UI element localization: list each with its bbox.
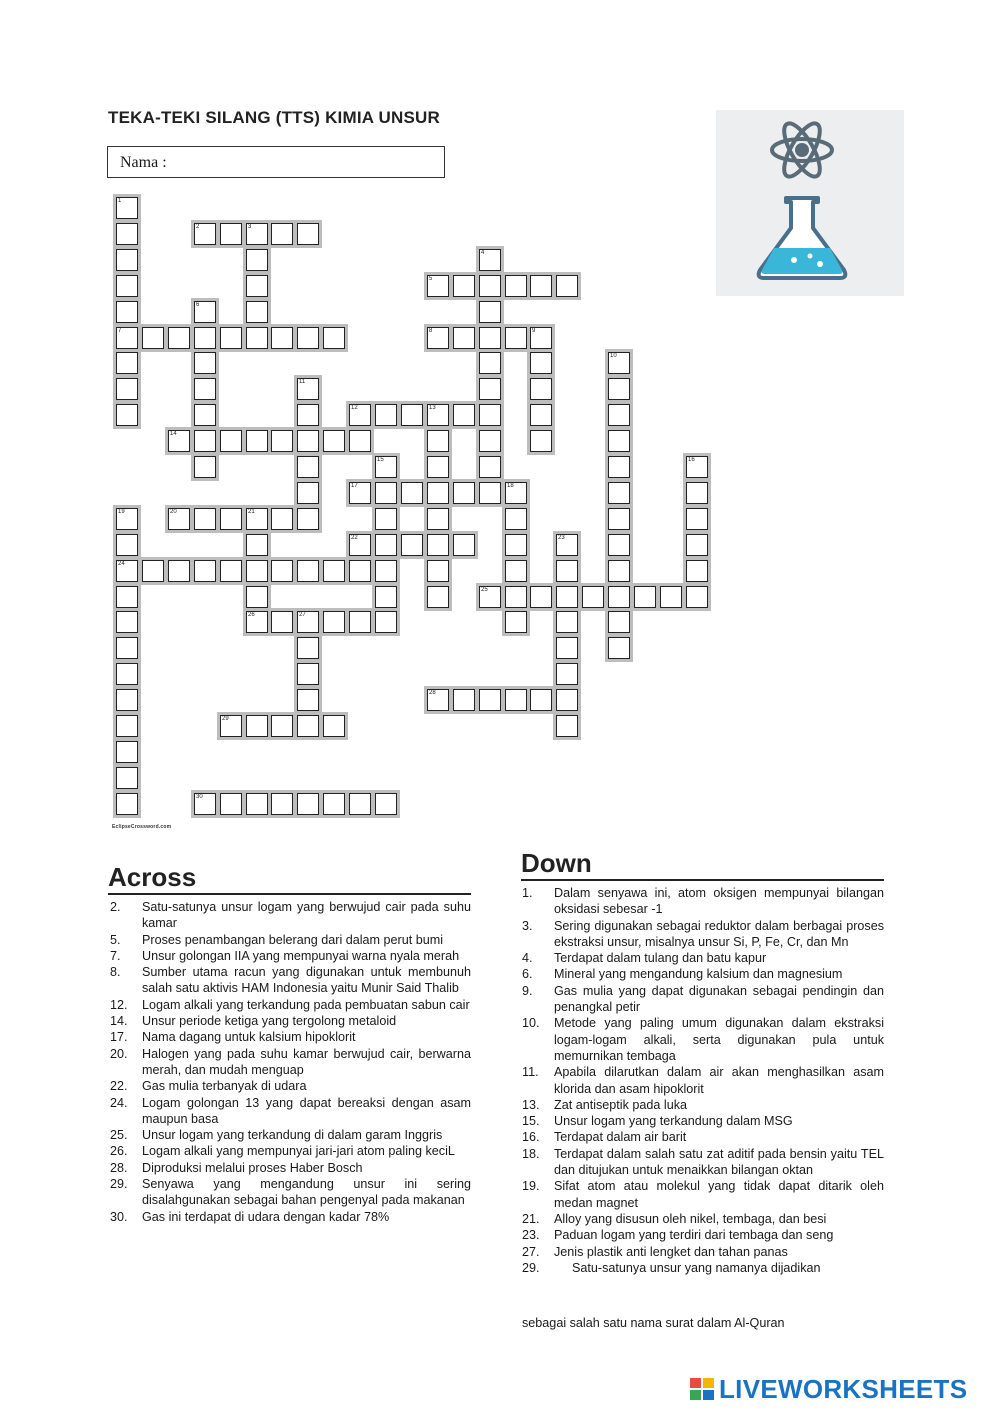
crossword-cell[interactable] <box>220 715 242 737</box>
crossword-cell[interactable] <box>349 560 371 582</box>
down-clue: 19. Sifat atom atau molekul yang tidak dapat ditarik oleh medan magnet <box>522 1179 884 1210</box>
crossword-cell[interactable] <box>479 275 501 297</box>
crossword-cell[interactable] <box>427 275 449 297</box>
down-divider <box>521 879 884 881</box>
clue-number: 16 <box>688 457 695 463</box>
crossword-cell[interactable] <box>686 586 708 608</box>
clue-number: 11 <box>299 379 306 385</box>
clue-number: 10 <box>610 353 617 359</box>
crossword-cell[interactable] <box>220 327 242 349</box>
liveworksheets-logo <box>690 1374 967 1405</box>
crossword-cell[interactable] <box>349 404 371 426</box>
crossword-cell[interactable] <box>271 327 293 349</box>
crossword-cell[interactable] <box>530 404 552 426</box>
crossword-cell[interactable] <box>608 378 630 400</box>
crossword-cell[interactable] <box>556 534 578 556</box>
crossword-cell[interactable] <box>453 534 475 556</box>
crossword-cell[interactable] <box>297 508 319 530</box>
crossword-cell[interactable] <box>116 767 138 789</box>
clue-number: 24 <box>118 561 125 567</box>
liveworksheets-wordmark: LIVEWORKSHEETS <box>719 1374 968 1404</box>
crossword-cell[interactable] <box>427 586 449 608</box>
crossword-cell[interactable] <box>453 327 475 349</box>
crossword-cell[interactable] <box>246 249 268 271</box>
crossword-cell[interactable] <box>323 793 345 815</box>
crossword-cell[interactable] <box>246 534 268 556</box>
crossword-cell[interactable] <box>220 508 242 530</box>
across-clue: 22. Gas mulia terbanyak di udara <box>110 1079 307 1094</box>
crossword-cell[interactable] <box>220 793 242 815</box>
clue-number: 13 <box>429 405 436 411</box>
crossword-cell[interactable] <box>194 352 216 374</box>
crossword-cell[interactable] <box>608 404 630 426</box>
crossword-cell[interactable] <box>479 456 501 478</box>
down-heading: Down <box>521 848 592 878</box>
crossword-cell[interactable] <box>323 327 345 349</box>
crossword-cell[interactable] <box>608 637 630 659</box>
crossword-cell[interactable] <box>375 508 397 530</box>
crossword-cell[interactable] <box>375 586 397 608</box>
crossword-cell[interactable] <box>427 534 449 556</box>
crossword-cell[interactable] <box>530 275 552 297</box>
clue-number: 17 <box>351 483 358 489</box>
crossword-cell[interactable] <box>116 560 138 582</box>
down-clue: 13. Zat antiseptik pada luka <box>522 1097 688 1112</box>
crossword-cell[interactable] <box>686 508 708 530</box>
clue-number: 23 <box>558 535 565 541</box>
clue-number: 7 <box>118 328 122 334</box>
clue-number: 12 <box>351 405 358 411</box>
crossword-cell[interactable] <box>556 663 578 685</box>
crossword-cell[interactable] <box>427 456 449 478</box>
crossword-cell[interactable] <box>116 611 138 633</box>
crossword-cell[interactable] <box>479 482 501 504</box>
crossword-cell[interactable] <box>556 586 578 608</box>
clue-number: 28 <box>429 690 436 696</box>
crossword-cell[interactable] <box>297 689 319 711</box>
crossword-cell[interactable] <box>608 456 630 478</box>
across-clue: 14. Unsur periode ketiga yang tergolong metaloid <box>110 1014 397 1029</box>
down-clue: 23. Paduan logam yang terdiri dari tembaga dan seng <box>522 1228 834 1243</box>
clue-number: 29 <box>222 716 229 722</box>
down-clue: 6. Mineral yang mengandung kalsium dan magnesium <box>522 967 843 982</box>
clue-number: 18 <box>507 483 514 489</box>
across-clue: 17. Nama dagang untuk kalsium hipoklorit <box>110 1030 356 1045</box>
clue-number: 26 <box>248 612 255 618</box>
crossword-cell[interactable] <box>401 482 423 504</box>
crossword-cell[interactable] <box>479 327 501 349</box>
flask-icon <box>759 198 846 278</box>
crossword-cell[interactable] <box>116 404 138 426</box>
clue-number: 5 <box>429 276 433 282</box>
across-clue: 26. Logam alkali yang mempunyai jari-jari atom paling keciL <box>110 1144 455 1159</box>
crossword-cell[interactable] <box>116 715 138 737</box>
crossword-cell[interactable] <box>297 715 319 737</box>
across-clue: 24. Logam golongan 13 yang dapat bereaksi dengan asam maupun basa <box>110 1095 471 1126</box>
crossword-cell[interactable] <box>168 508 190 530</box>
crossword-cell[interactable] <box>349 534 371 556</box>
clue-number: 22 <box>351 535 358 541</box>
name-label: Nama : <box>120 154 167 171</box>
crossword-cell[interactable] <box>246 301 268 323</box>
crossword-cell[interactable] <box>142 327 164 349</box>
crossword-cell[interactable] <box>194 430 216 452</box>
crossword-cell[interactable] <box>297 611 319 633</box>
crossword-cell[interactable] <box>116 793 138 815</box>
crossword-cell[interactable] <box>479 301 501 323</box>
crossword-cell[interactable] <box>375 534 397 556</box>
crossword-cell[interactable] <box>427 508 449 530</box>
crossword-cell[interactable] <box>427 327 449 349</box>
crossword-cell[interactable] <box>271 508 293 530</box>
across-clue: 25. Unsur logam yang terkandung di dalam garam Inggris <box>110 1128 443 1143</box>
crossword-cell[interactable] <box>194 793 216 815</box>
crossword-cell[interactable] <box>116 327 138 349</box>
down-clue-list <box>522 885 884 1276</box>
across-clue: 5. Proses penambangan belerang dari dalam perut bumi <box>110 932 444 947</box>
down-clue: 15. Unsur logam yang terkandung dalam MSG <box>522 1114 793 1129</box>
liveworksheets-icon <box>690 1378 716 1402</box>
crossword-cell[interactable] <box>194 404 216 426</box>
across-clue: 28. Diproduksi melalui proses Haber Bosch <box>110 1160 363 1175</box>
clue-number: 27 <box>299 612 306 618</box>
worksheet-title: TEKA-TEKI SILANG (TTS) KIMIA UNSUR <box>108 108 440 127</box>
crossword-cell[interactable] <box>505 689 527 711</box>
crossword-cell[interactable] <box>271 223 293 245</box>
crossword-cell[interactable] <box>505 275 527 297</box>
crossword-cell[interactable] <box>246 586 268 608</box>
crossword-cell[interactable] <box>323 560 345 582</box>
crossword-cell[interactable] <box>686 482 708 504</box>
crossword-cell[interactable] <box>297 430 319 452</box>
crossword-cell[interactable] <box>556 715 578 737</box>
crossword-cell[interactable] <box>297 456 319 478</box>
down-clue: 10. Metode yang paling umum digunakan dalam ekstraksi logam-logam alkali, serta digunakan pula untuk memurnikan tembaga <box>522 1016 884 1063</box>
across-clue-list <box>110 899 471 1225</box>
crossword-cell[interactable] <box>582 586 604 608</box>
crossword-cell[interactable] <box>608 534 630 556</box>
crossword-cell[interactable] <box>168 430 190 452</box>
crossword-cell[interactable] <box>116 378 138 400</box>
crossword-cell[interactable] <box>194 223 216 245</box>
crossword-cell[interactable] <box>505 482 527 504</box>
crossword-cell[interactable] <box>246 223 268 245</box>
crossword-cell[interactable] <box>375 456 397 478</box>
crossword-cell[interactable] <box>116 637 138 659</box>
crossword-cell[interactable] <box>479 352 501 374</box>
across-heading: Across <box>108 862 197 892</box>
crossword-cell[interactable] <box>530 378 552 400</box>
down-clue: 3. Sering digunakan sebagai reduktor dalam berbagai proses ekstraksi unsur, misalnya unsur Si, P, Fe, Cr, dan Mn <box>522 918 884 949</box>
crossword-cell[interactable] <box>505 534 527 556</box>
crossword-cell[interactable] <box>608 508 630 530</box>
crossword-cell[interactable] <box>220 223 242 245</box>
across-clue: 30. Gas ini terdapat di udara dengan kadar 78% <box>110 1209 390 1224</box>
crossword-cell[interactable] <box>194 378 216 400</box>
crossword-cell[interactable] <box>530 327 552 349</box>
clue-number: 15 <box>377 457 384 463</box>
crossword-cell[interactable] <box>116 223 138 245</box>
crossword-cell[interactable] <box>271 430 293 452</box>
crossword-cell[interactable] <box>479 249 501 271</box>
across-clue: 12. Logam alkali yang terkandung pada pembuatan sabun cair <box>110 997 470 1012</box>
crossword-cell[interactable] <box>246 715 268 737</box>
crossword-cell[interactable] <box>634 586 656 608</box>
crossword-cell[interactable] <box>530 689 552 711</box>
crossword-cell[interactable] <box>505 611 527 633</box>
crossword-cell[interactable] <box>297 637 319 659</box>
crossword-cell[interactable] <box>556 611 578 633</box>
crossword-cell[interactable] <box>686 560 708 582</box>
across-clue: 7. Unsur golongan IIA yang mempunyai warna nyala merah <box>110 948 460 963</box>
crossword-cell[interactable] <box>116 689 138 711</box>
crossword-cell[interactable] <box>116 663 138 685</box>
crossword-cell[interactable] <box>297 327 319 349</box>
clue-number: 25 <box>481 587 488 593</box>
crossword-cell[interactable] <box>556 637 578 659</box>
crossword-cell[interactable] <box>116 508 138 530</box>
across-clue: 20. Halogen yang pada suhu kamar berwujud cair, berwarna merah, dan mudah menguap <box>110 1046 471 1077</box>
down-clue: 29. Satu-satunya unsur yang namanya dijadikan <box>522 1260 821 1275</box>
across-clue: 2. Satu-satunya unsur logam yang berwujud cair pada suhu kamar <box>110 900 471 931</box>
crossword-cell[interactable] <box>427 430 449 452</box>
crossword-cell[interactable] <box>194 508 216 530</box>
crossword-cell[interactable] <box>116 586 138 608</box>
crossword-cell[interactable] <box>271 715 293 737</box>
crossword-cell[interactable] <box>530 586 552 608</box>
crossword-cell[interactable] <box>479 586 501 608</box>
clue-number: 21 <box>248 509 255 515</box>
crossword-cell[interactable] <box>349 430 371 452</box>
down-clue: 27. Jenis plastik anti lengket dan tahan panas <box>522 1244 788 1259</box>
clue-number: 8 <box>429 328 433 334</box>
crossword-cell[interactable] <box>608 430 630 452</box>
clue-number: 1 <box>118 198 122 204</box>
crossword-cell[interactable] <box>505 327 527 349</box>
crossword-cell[interactable] <box>297 663 319 685</box>
crossword-cell[interactable] <box>194 456 216 478</box>
crossword-cell[interactable] <box>505 508 527 530</box>
crossword-cell[interactable] <box>453 689 475 711</box>
crossword-cell[interactable] <box>427 482 449 504</box>
crossword-cell[interactable] <box>608 611 630 633</box>
chemistry-logo <box>716 110 904 296</box>
across-clue: 8. Sumber utama racun yang digunakan untuk membunuh salah satu aktivis HAM Indonesia yaitu Munir Said Thalib <box>110 965 471 996</box>
crossword-cell[interactable] <box>220 430 242 452</box>
clue-number: 6 <box>196 302 200 308</box>
down-clue: 21. Alloy yang disusun oleh nikel, tembaga, dan besi <box>522 1211 827 1226</box>
across-clue: 29. Senyawa yang mengandung unsur ini sering disalahgunakan sebagai bahan pengenyal pada makanan <box>110 1177 471 1208</box>
crossword-cell[interactable] <box>246 430 268 452</box>
crossword-cell[interactable] <box>323 611 345 633</box>
crossword-cell[interactable] <box>271 793 293 815</box>
crossword-cell[interactable] <box>323 430 345 452</box>
crossword-cell[interactable] <box>297 404 319 426</box>
crossword-cell[interactable] <box>556 275 578 297</box>
down-clue: 16. Terdapat dalam air barit <box>522 1130 687 1145</box>
clue-number: 14 <box>170 431 177 437</box>
crossword-cell[interactable] <box>453 482 475 504</box>
crossword-cell[interactable] <box>116 249 138 271</box>
crossword-cell[interactable] <box>608 586 630 608</box>
down-clue: 11. Apabila dilarutkan dalam air akan menghasilkan asam klorida dan asam hipoklorit <box>522 1065 884 1096</box>
crossword-cell[interactable] <box>246 275 268 297</box>
crossword-cell[interactable] <box>427 404 449 426</box>
crossword-cell[interactable] <box>608 560 630 582</box>
crossword-cell[interactable] <box>530 430 552 452</box>
crossword-cell[interactable] <box>271 560 293 582</box>
crossword-cell[interactable] <box>168 327 190 349</box>
crossword-cell[interactable] <box>246 793 268 815</box>
crossword-cell[interactable] <box>505 560 527 582</box>
crossword-cell[interactable] <box>349 482 371 504</box>
crossword-cell[interactable] <box>297 378 319 400</box>
clue-number: 30 <box>196 794 203 800</box>
crossword-cell[interactable] <box>142 560 164 582</box>
crossword-cell[interactable] <box>297 793 319 815</box>
crossword-cell[interactable] <box>246 327 268 349</box>
crossword-cell[interactable] <box>427 560 449 582</box>
clue-number: 4 <box>481 250 485 256</box>
crossword-cell[interactable] <box>556 689 578 711</box>
crossword-cell[interactable] <box>608 352 630 374</box>
crossword-cell[interactable] <box>116 534 138 556</box>
crossword-cell[interactable] <box>505 586 527 608</box>
crossword-cell[interactable] <box>453 404 475 426</box>
crossword-cell[interactable] <box>479 430 501 452</box>
crossword-cell[interactable] <box>116 275 138 297</box>
clue-number: 20 <box>170 509 177 515</box>
crossword-cell[interactable] <box>246 611 268 633</box>
crossword-cell[interactable] <box>530 352 552 374</box>
crossword-cell[interactable] <box>375 793 397 815</box>
name-field[interactable] <box>107 146 445 178</box>
down-clue-continuation: sebagai salah satu nama surat dalam Al-Quran <box>522 1316 785 1330</box>
crossword-cell[interactable] <box>116 741 138 763</box>
crossword-cell[interactable] <box>194 560 216 582</box>
crossword-cell[interactable] <box>375 404 397 426</box>
crossword-cell[interactable] <box>349 793 371 815</box>
crossword-cell[interactable] <box>479 378 501 400</box>
crossword-cell[interactable] <box>116 352 138 374</box>
crossword-cell[interactable] <box>246 560 268 582</box>
crossword-cell[interactable] <box>194 301 216 323</box>
crossword-cell[interactable] <box>453 275 475 297</box>
crossword-cell[interactable] <box>401 534 423 556</box>
clue-number: 9 <box>532 328 536 334</box>
across-divider <box>108 893 471 895</box>
crossword-cell[interactable] <box>479 689 501 711</box>
crossword-cell[interactable] <box>375 560 397 582</box>
crossword-cell[interactable] <box>271 611 293 633</box>
crossword-cell[interactable] <box>116 301 138 323</box>
crossword-cell[interactable] <box>608 482 630 504</box>
crossword-cell[interactable] <box>297 560 319 582</box>
crossword-cell[interactable] <box>427 689 449 711</box>
crossword-cell[interactable] <box>220 560 242 582</box>
crossword-cell[interactable] <box>660 586 682 608</box>
down-clue: 4. Terdapat dalam tulang dan batu kapur <box>522 951 767 966</box>
crossword-cell[interactable] <box>116 197 138 219</box>
crossword-cell[interactable] <box>375 611 397 633</box>
clue-number: 19 <box>118 509 125 515</box>
crossword-cell[interactable] <box>194 327 216 349</box>
crossword-cell[interactable] <box>349 611 371 633</box>
crossword-cell[interactable] <box>246 508 268 530</box>
crossword-cell[interactable] <box>401 404 423 426</box>
crossword-cell[interactable] <box>323 715 345 737</box>
clue-number: 2 <box>196 224 200 230</box>
down-clue: 1. Dalam senyawa ini, atom oksigen mempunyai bilangan oksidasi sebesar -1 <box>522 886 884 917</box>
crossword-cell[interactable] <box>297 223 319 245</box>
credit-text: EclipseCrossword.com <box>112 824 172 830</box>
clue-number: 3 <box>248 224 252 230</box>
crossword-cell[interactable] <box>375 482 397 504</box>
crossword-cell[interactable] <box>556 560 578 582</box>
down-clue: 18. Terdapat dalam salah satu zat aditif pada bensin yaitu TEL dan ditujukan untuk menaikkan bilangan oktan <box>522 1146 884 1178</box>
crossword-cell[interactable] <box>479 404 501 426</box>
atom-icon <box>772 119 832 182</box>
crossword-cell[interactable] <box>168 560 190 582</box>
crossword-cell[interactable] <box>686 534 708 556</box>
crossword-cell[interactable] <box>297 482 319 504</box>
crossword-cell[interactable] <box>686 456 708 478</box>
down-clue: 9. Gas mulia yang dapat digunakan sebagai pendingin dan penangkal petir <box>522 983 884 1015</box>
